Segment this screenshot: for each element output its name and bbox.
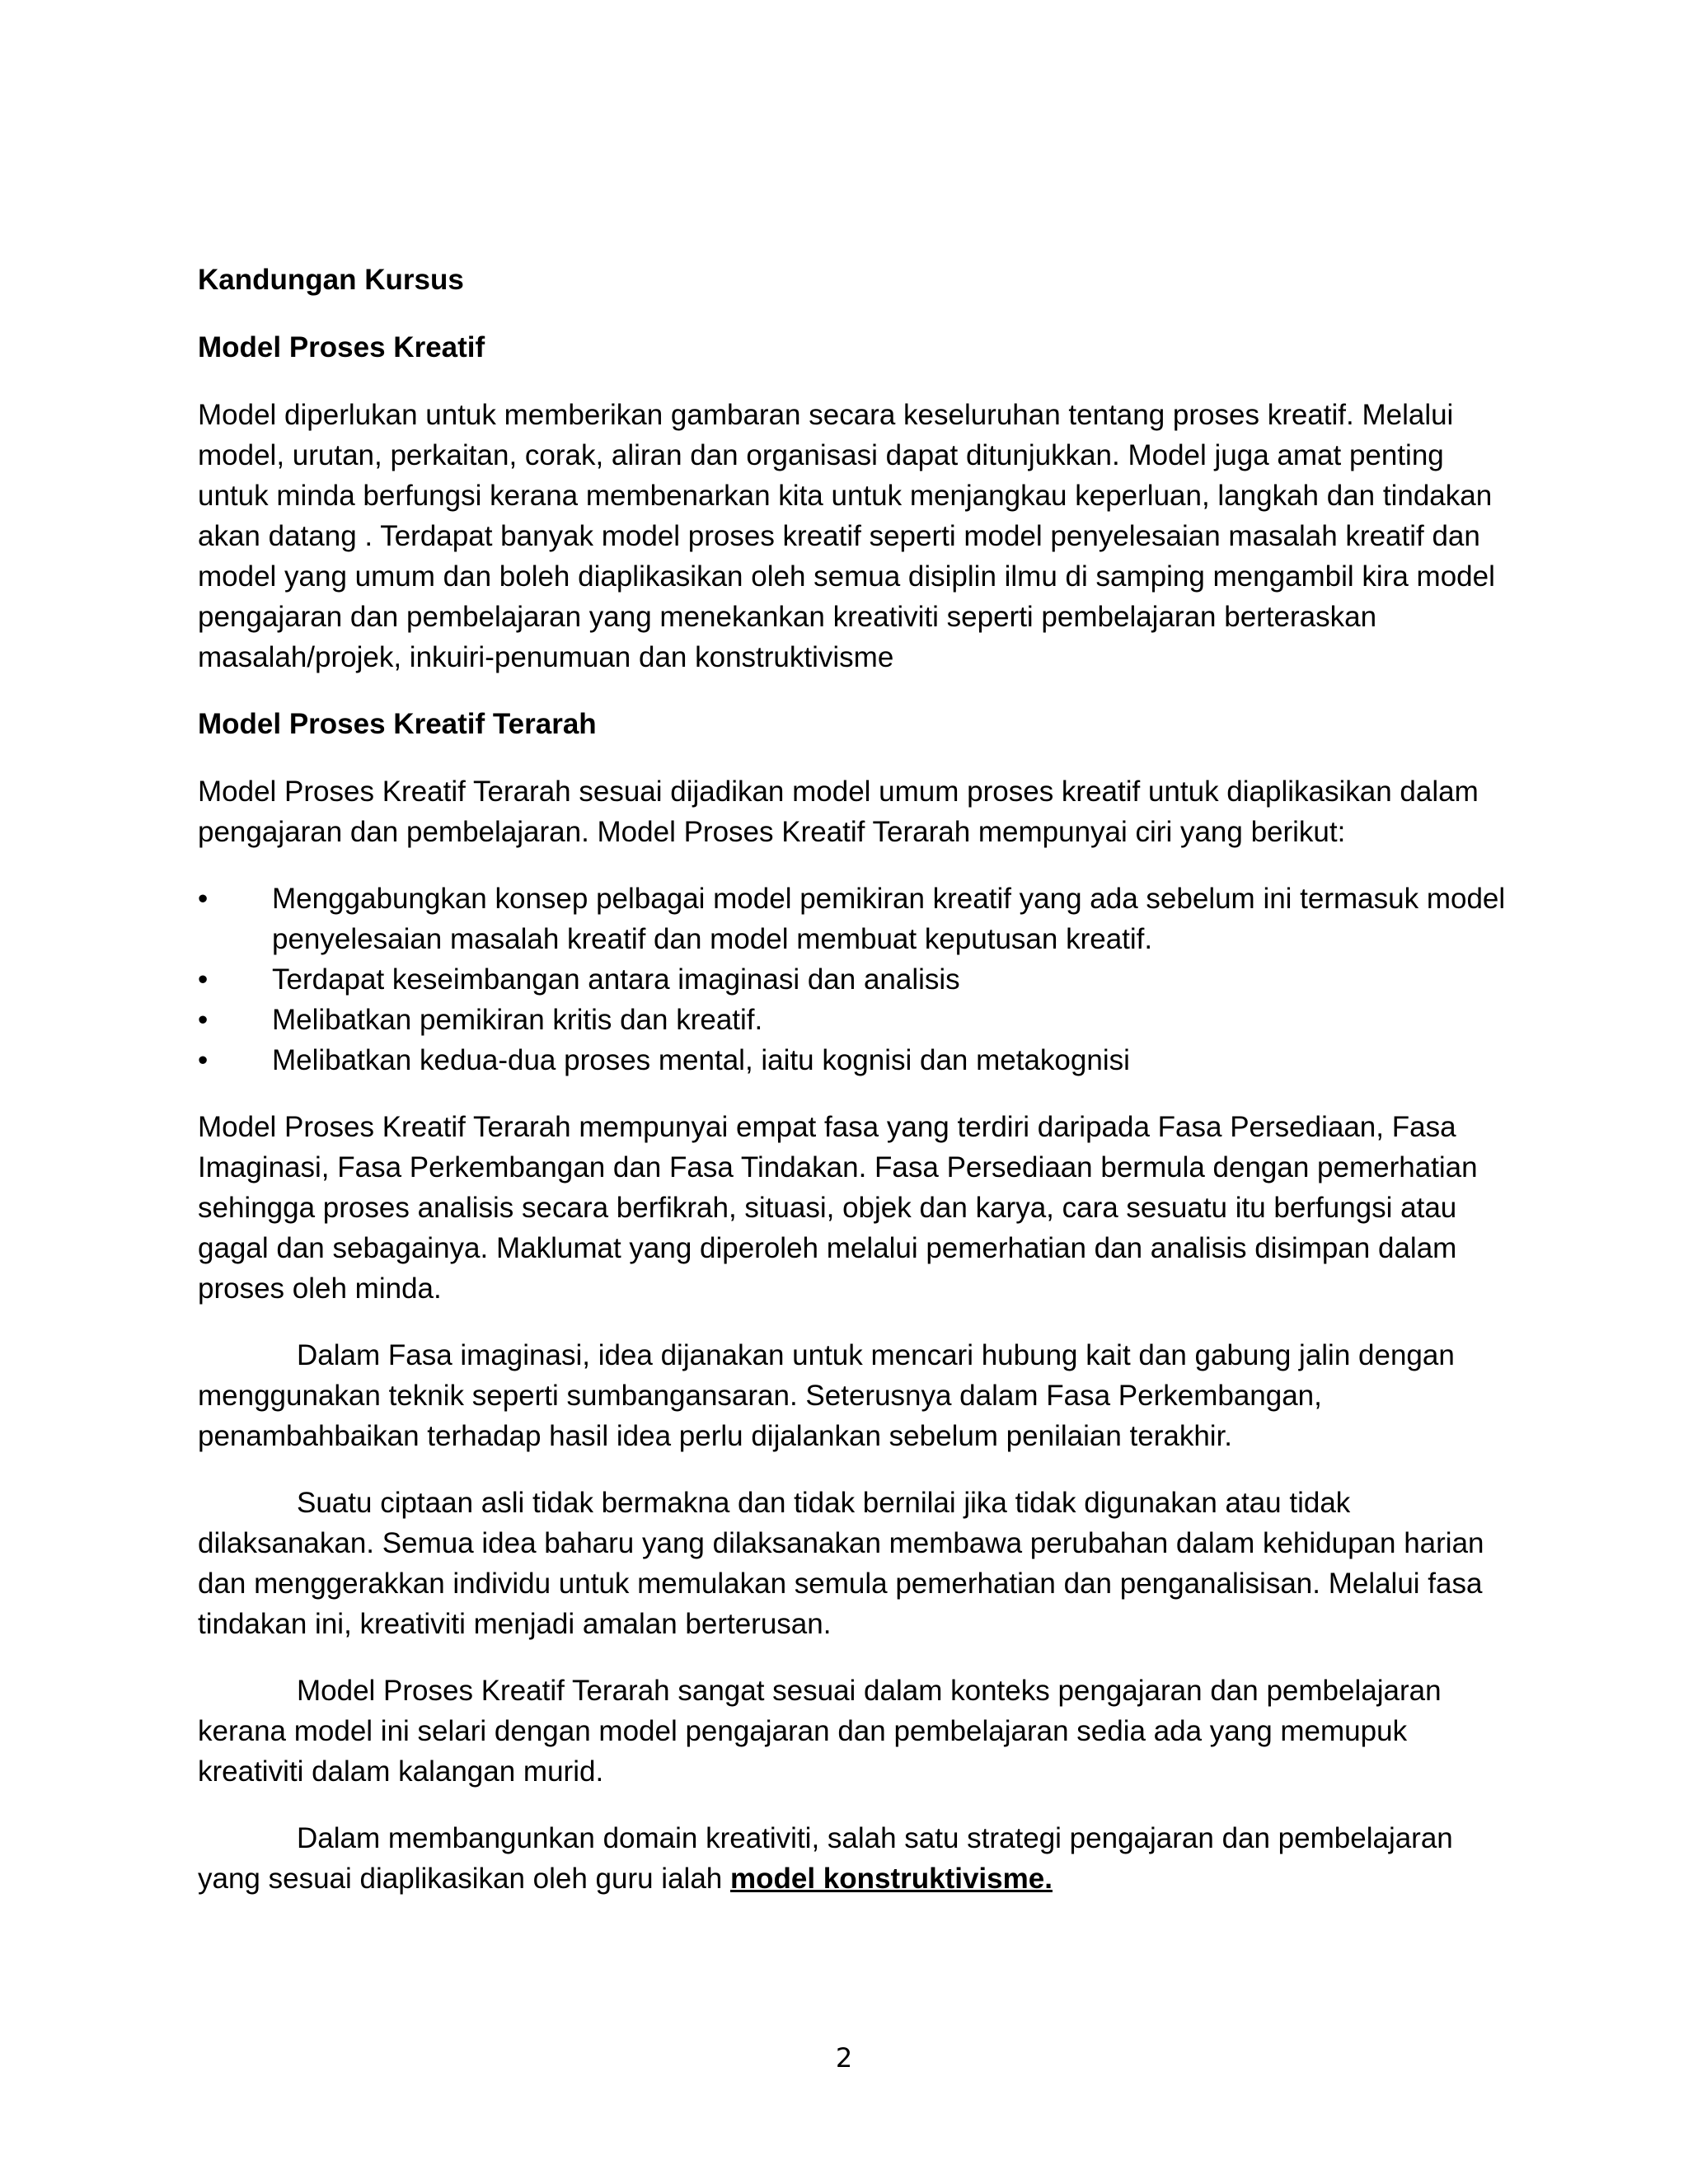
list-item-text: Melibatkan pemikiran kritis dan kreatif. [272,1004,763,1036]
list-item [198,879,1517,959]
directed-model-paragraph: Model Proses Kreatif Terarah sesuai dijadikan model umum proses kreatif untuk diaplikasikan dalam pengajaran dan pembelajaran. Model Proses Kreatif Terarah mempunyai ciri yang berikut: [198,776,1479,848]
bullet-icon: • [198,883,209,915]
original-creation-paragraph: Suatu ciptaan asli tidak bermakna dan tidak bernilai jika tidak digunakan atau tidak dilaksanakan. Semua idea baharu yang dilaksanakan membawa perubahan dalam kehidupan harian dan menggerakkan individu untuk memulakan semula pemerhatian dan penganalisisan. Melalui fasa tindakan ini, kreativiti menjadi amalan berterusan. [198,1487,1484,1640]
course-content-heading: Kandungan Kursus [198,264,464,296]
list-item-text: Terdapat keseimbangan antara imaginasi dan analisis [272,963,960,996]
constructivism-paragraph [198,1818,1517,1899]
constructivism-model-emphasis: model konstruktivisme. [729,1863,1053,1895]
bullet-icon: • [198,1044,209,1076]
bullet-icon: • [198,1004,209,1036]
characteristics-list [198,879,1517,1080]
list-item-text: Menggabungkan konsep pelbagai model pemikiran kreatif yang ada sebelum ini termasuk model penyelesaian masalah kreatif dan model membuat keputusan kreatif. [272,883,1506,955]
page-number: 2 [835,2042,853,2074]
suitability-paragraph: Model Proses Kreatif Terarah sangat sesuai dalam konteks pengajaran dan pembelajaran kerana model ini selari dengan model pengajaran dan pembelajaran sedia ada yang memupuk kreativiti dalam kalangan murid. [198,1675,1442,1788]
intro-paragraph: Model diperlukan untuk memberikan gambaran secara keseluruhan tentang proses kreatif. Melalui model, urutan, perkaitan, corak, aliran dan organisasi dapat ditunjukkan. Model juga amat penting untuk minda berfungsi kerana membenarkan kita untuk menjangkau keperluan, langkah dan tindakan akan datang . Terdapat banyak model proses kreatif seperti model penyelesaian masalah kreatif dan model yang umum dan boleh diaplikasikan oleh semua disiplin ilmu di samping mengambil kira model pengajaran dan pembelajaran yang menekankan kreativiti seperti pembelajaran berteraskan masalah/projek, inkuiri-penumuan dan konstruktivisme [198,399,1495,673]
directed-creative-process-heading: Model Proses Kreatif Terarah [198,708,597,740]
list-item [198,1000,1517,1040]
document-page [198,260,1517,1925]
list-item-text: Melibatkan kedua-dua proses mental, iaitu kognisi dan metakognisi [272,1044,1130,1076]
list-item [198,959,1517,1000]
bullet-icon: • [198,963,209,996]
constructivism-paragraph-text: Dalam membangunkan domain kreativiti, salah satu strategi pengajaran dan pembelajaran yang sesuai diaplikasikan oleh guru ialah [198,1822,1453,1895]
list-item [198,1040,1517,1080]
four-phases-paragraph: Model Proses Kreatif Terarah mempunyai empat fasa yang terdiri daripada Fasa Persediaan, Fasa Imaginasi, Fasa Perkembangan dan Fasa Tindakan. Fasa Persediaan bermula dengan pemerhatian sehingga proses analisis secara berfikrah, situasi, objek dan karya, cara sesuatu itu berfungsi atau gagal dan sebagainya. Maklumat yang diperoleh melalui pemerhatian dan analisis disimpan dalam proses oleh minda. [198,1111,1478,1305]
imagination-phase-paragraph: Dalam Fasa imaginasi, idea dijanakan untuk mencari hubung kait dan gabung jalin dengan menggunakan teknik seperti sumbangansaran. Seterusnya dalam Fasa Perkembangan, penambahbaikan terhadap hasil idea perlu dijalankan sebelum penilaian terakhir. [198,1339,1455,1452]
creative-process-model-heading: Model Proses Kreatif [198,331,485,363]
